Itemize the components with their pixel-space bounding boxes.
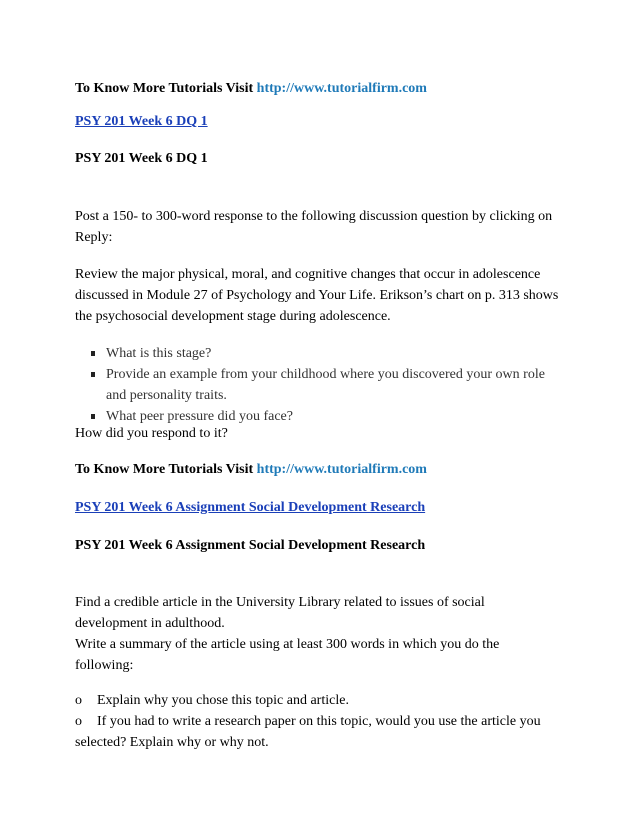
list-item: o Explain why you chose this topic and article. [75,693,349,708]
tutorials-visit-prefix: To Know More Tutorials Visit [75,81,254,96]
assignment-title-link[interactable]: PSY 201 Week 6 Assignment Social Development Research [75,500,426,515]
assignment-task-list [75,690,570,753]
dq1-title-link[interactable]: PSY 201 Week 6 DQ 1 [75,114,208,129]
tutorials-visit-line [75,78,427,99]
tutorials-url-link[interactable]: http://www.tutorialfirm.com [256,81,427,96]
assignment-intro-line1: Find a credible article in the University Library related to issues of social development in adulthood. [75,595,485,631]
dq1-body-paragraph: Review the major physical, moral, and cognitive changes that occur in adolescence discussed in Module 27 of Psychology and Your Life. Erikson’s chart on p. 313 shows the psychosocial development stage during adolescence. [75,267,559,324]
list-item: Provide an example from your childhood where you discovered your own role and personality traits. [75,364,545,406]
assignment-intro-line2: Write a summary of the article using at least 300 words in which you do the following: [75,637,500,673]
dq1-question-list [75,343,545,427]
dq1-heading: PSY 201 Week 6 DQ 1 [75,151,208,166]
list-item: o If you had to write a research paper on this topic, would you use the article you selected? Explain why or why not. [75,714,541,750]
dq1-intro-paragraph: Post a 150- to 300-word response to the following discussion question by clicking on Reply: [75,209,553,245]
tutorials-visit-prefix: To Know More Tutorials Visit [75,462,254,477]
dq1-closing-question: How did you respond to it? [75,426,228,441]
square-bullet-icon [91,414,95,419]
square-bullet-icon [91,372,95,377]
square-bullet-icon [91,351,95,356]
list-item: What is this stage? [75,343,545,364]
list-item: What peer pressure did you face? [75,406,545,427]
assignment-heading: PSY 201 Week 6 Assignment Social Development Research [75,538,426,553]
tutorials-visit-line-2 [75,459,427,480]
tutorials-url-link-2[interactable]: http://www.tutorialfirm.com [256,462,427,477]
